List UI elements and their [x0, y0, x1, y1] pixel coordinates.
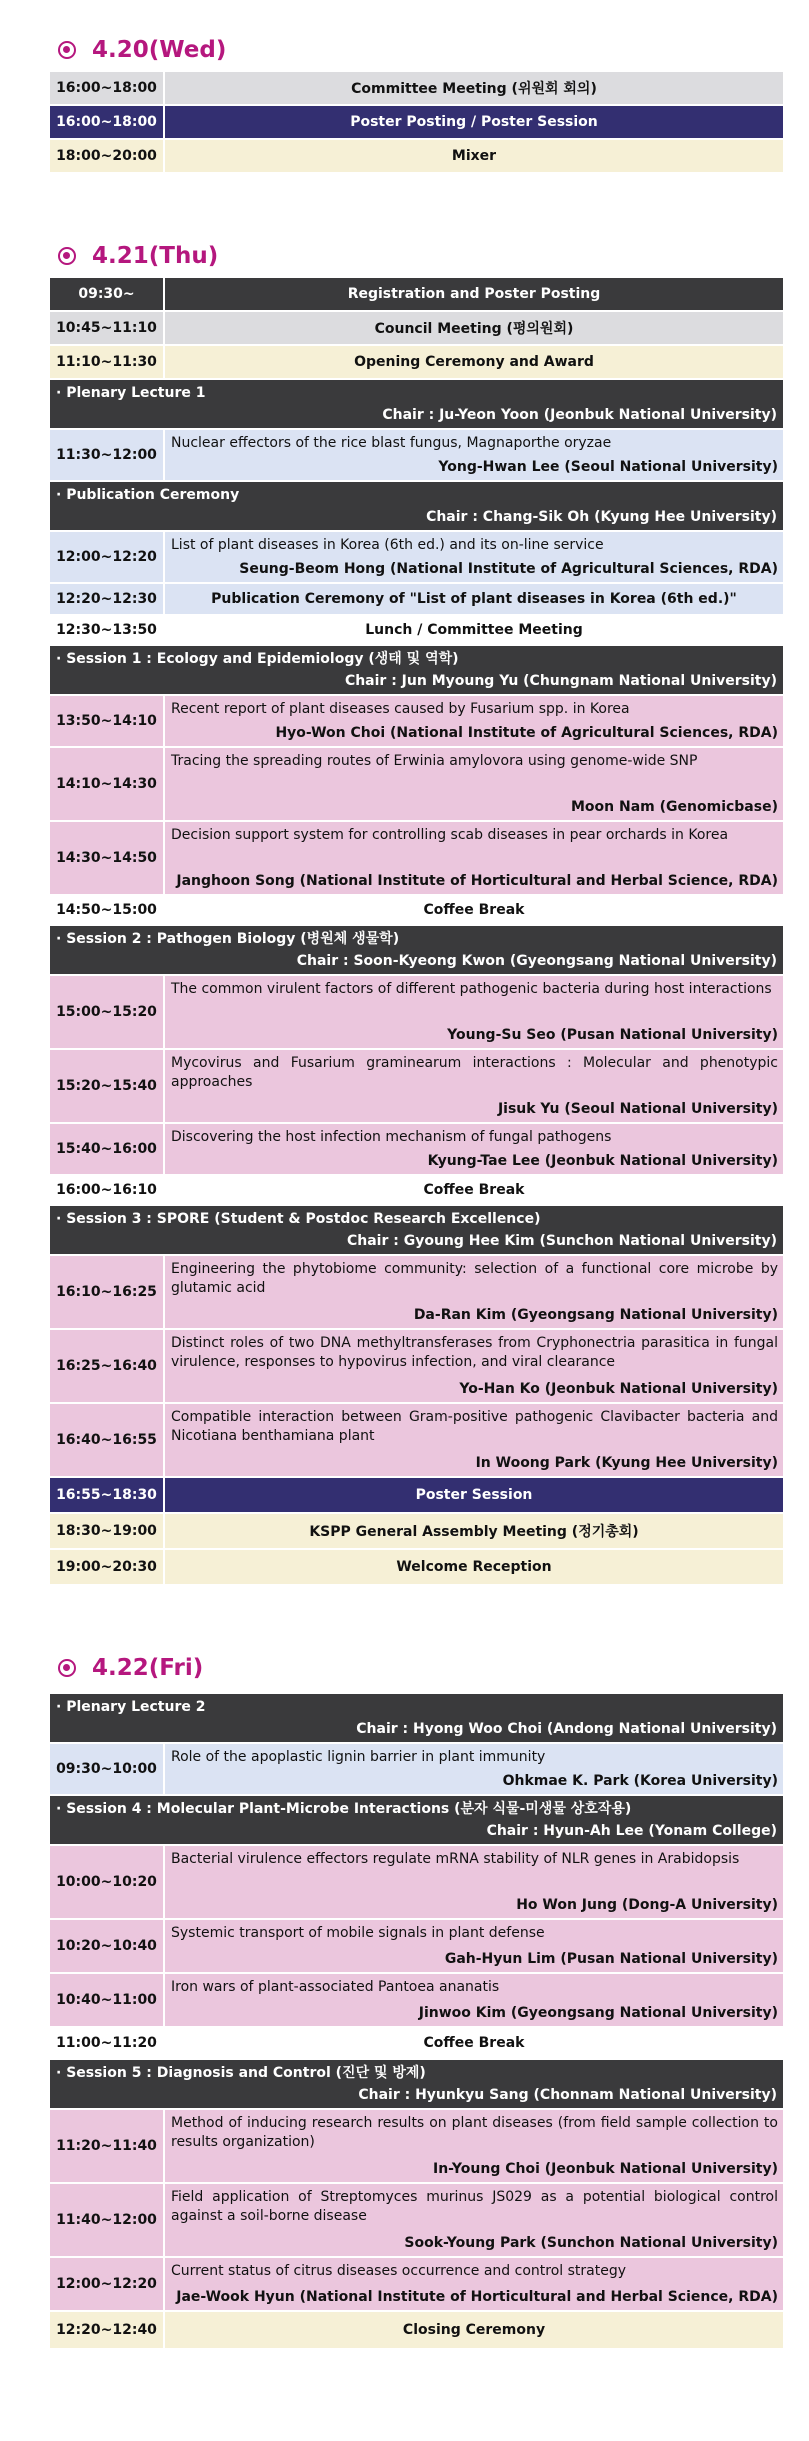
event-title: Welcome Reception [396, 1559, 552, 1575]
session-name: · Session 1 : Ecology and Epidemiology (생태 및 역학) [56, 651, 459, 667]
talk-row [50, 822, 783, 894]
talk-speaker: Jinwoo Kim (Gyeongsang National University) [418, 2005, 778, 2021]
event-title: Lunch / Committee Meeting [365, 622, 583, 638]
day-title: 4.21(Thu) [92, 243, 219, 269]
time-cell: 16:55~18:30 [50, 1478, 165, 1512]
time-cell: 16:00~18:00 [50, 106, 165, 138]
schedule-row [50, 106, 783, 138]
talk-speaker: Yong-Hwan Lee (Seoul National University) [438, 459, 778, 475]
talk-title: Nuclear effectors of the rice blast fungus, Magnaporthe oryzae [171, 435, 612, 451]
time-cell: 19:00~20:30 [50, 1550, 165, 1584]
event-title: Coffee Break [423, 1182, 525, 1198]
session-chair: Chair : Jun Myoung Yu (Chungnam National University) [344, 673, 777, 689]
event-title: KSPP General Assembly Meeting (정기총회) [309, 1524, 639, 1540]
schedule-row [50, 1478, 783, 1512]
target-bullet-icon [58, 247, 76, 265]
talk-speaker: Ho Won Jung (Dong-A University) [516, 1897, 778, 1913]
event-title: Council Meeting (평의원회) [374, 321, 574, 337]
time-cell: 15:00~15:20 [50, 976, 165, 1048]
talk-row [50, 1974, 783, 2026]
time-cell: 12:00~12:20 [50, 2258, 165, 2310]
talk-title: List of plant diseases in Korea (6th ed.) and its on-line service [171, 537, 604, 553]
talk-speaker: Ohkmae K. Park (Korea University) [502, 1773, 778, 1789]
time-cell: 16:40~16:55 [50, 1404, 165, 1476]
talk-row [50, 532, 783, 582]
schedule-row [50, 140, 783, 172]
schedule-row [50, 312, 783, 344]
session-name: · Session 4 : Molecular Plant-Microbe Interactions (분자 식물-미생물 상호작용) [56, 1801, 632, 1817]
talk-speaker: Yo-Han Ko (Jeonbuk National University) [459, 1381, 778, 1397]
talk-speaker: Young-Su Seo (Pusan National University) [447, 1027, 778, 1043]
event-title: Poster Session [415, 1487, 533, 1503]
talk-speaker: Seung-Beom Hong (National Institute of Agricultural Sciences, RDA) [239, 561, 778, 577]
schedule-row [50, 584, 783, 614]
time-cell: 12:00~12:20 [50, 532, 165, 582]
session-name: · Publication Ceremony [56, 487, 240, 503]
talk-title: Role of the apoplastic lignin barrier in plant immunity [171, 1749, 546, 1765]
time-cell: 14:30~14:50 [50, 822, 165, 894]
time-cell: 11:00~11:20 [50, 2028, 165, 2058]
time-cell: 11:10~11:30 [50, 346, 165, 378]
talk-title: Tracing the spreading routes of Erwinia amylovora using genome-wide SNP [171, 753, 698, 769]
talk-speaker: Jae-Wook Hyun (National Institute of Horticultural and Herbal Science, RDA) [176, 2289, 778, 2305]
talk-speaker: In Woong Park (Kyung Hee University) [475, 1455, 778, 1471]
session-name: · Session 5 : Diagnosis and Control (진단 및 방제) [56, 2065, 426, 2081]
time-cell: 16:00~16:10 [50, 1176, 165, 1204]
talk-speaker: Jisuk Yu (Seoul National University) [497, 1101, 778, 1117]
event-title: Closing Ceremony [402, 2322, 546, 2338]
event-title: Committee Meeting (위원회 회의) [351, 81, 597, 97]
session-header [50, 1206, 783, 1254]
time-cell: 16:00~18:00 [50, 72, 165, 104]
schedule-row [50, 1514, 783, 1548]
session-header [50, 482, 783, 530]
event-title: Coffee Break [423, 2035, 525, 2051]
event-title: Opening Ceremony and Award [354, 354, 594, 370]
target-bullet-icon [58, 1659, 76, 1677]
event-title: Mixer [451, 148, 497, 164]
talk-speaker: Kyung-Tae Lee (Jeonbuk National University) [427, 1153, 778, 1169]
talk-title: Mycovirus and Fusarium graminearum interactions : Molecular and phenotypic approaches [171, 1055, 778, 1090]
session-chair: Chair : Chang-Sik Oh (Kyung Hee University) [426, 509, 777, 525]
schedule-row [50, 616, 783, 644]
talk-title: Compatible interaction between Gram-positive pathogenic Clavibacter bacteria and Nicotiana benthamiana plant [171, 1409, 778, 1444]
talk-speaker: Moon Nam (Genomicbase) [571, 799, 778, 815]
talk-row [50, 1124, 783, 1174]
session-chair: Chair : Gyoung Hee Kim (Sunchon National University) [346, 1233, 777, 1249]
schedule-row [50, 2312, 783, 2348]
talk-title: Current status of citrus diseases occurrence and control strategy [171, 2263, 627, 2279]
session-header [50, 1796, 783, 1844]
schedule-row [50, 278, 783, 310]
schedule-row [50, 72, 783, 104]
talk-speaker: In-Young Choi (Jeonbuk National University) [433, 2161, 778, 2177]
time-cell: 10:20~10:40 [50, 1920, 165, 1972]
talk-title: Distinct roles of two DNA methyltransferases from Cryphonectria parasitica in fungal virulence, responses to hypovirus infection, and viral clearance [171, 1335, 778, 1370]
time-cell: 10:45~11:10 [50, 312, 165, 344]
time-cell: 11:30~12:00 [50, 430, 165, 480]
time-cell: 15:40~16:00 [50, 1124, 165, 1174]
day-title: 4.20(Wed) [92, 37, 227, 63]
time-cell: 18:30~19:00 [50, 1514, 165, 1548]
talk-row [50, 696, 783, 746]
time-cell: 09:30~ [50, 278, 165, 310]
talk-row [50, 430, 783, 480]
time-cell: 14:50~15:00 [50, 896, 165, 924]
talk-speaker: Gah-Hyun Lim (Pusan National University) [444, 1951, 778, 1967]
talk-row [50, 748, 783, 820]
talk-title: Recent report of plant diseases caused by Fusarium spp. in Korea [171, 701, 630, 717]
talk-title: Engineering the phytobiome community: selection of a functional core microbe by glutamic acid [171, 1261, 778, 1296]
session-chair: Chair : Hyunkyu Sang (Chonnam National University) [358, 2087, 777, 2103]
session-name: · Plenary Lecture 2 [56, 1699, 206, 1715]
session-chair: Chair : Soon-Kyeong Kwon (Gyeongsang National University) [296, 953, 777, 969]
time-cell: 09:30~10:00 [50, 1744, 165, 1794]
session-name: · Plenary Lecture 1 [56, 385, 206, 401]
talk-speaker: Da-Ran Kim (Gyeongsang National University) [413, 1307, 778, 1323]
talk-row [50, 1256, 783, 1328]
time-cell: 18:00~20:00 [50, 140, 165, 172]
talk-row [50, 2258, 783, 2310]
time-cell: 12:20~12:40 [50, 2312, 165, 2348]
time-cell: 14:10~14:30 [50, 748, 165, 820]
talk-speaker: Hyo-Won Choi (National Institute of Agricultural Sciences, RDA) [275, 725, 778, 741]
talk-title: Systemic transport of mobile signals in plant defense [171, 1925, 545, 1941]
schedule-row [50, 1550, 783, 1584]
day-header [58, 1650, 203, 1686]
time-cell: 11:40~12:00 [50, 2184, 165, 2256]
talk-title: Method of inducing research results on plant diseases (from field sample collection to results organization) [171, 2115, 778, 2150]
talk-title: Decision support system for controlling scab diseases in pear orchards in Korea [171, 827, 729, 843]
talk-speaker: Sook-Young Park (Sunchon National University) [404, 2235, 778, 2251]
session-chair: Chair : Ju-Yeon Yoon (Jeonbuk National University) [382, 407, 777, 423]
talk-title: Iron wars of plant-associated Pantoea ananatis [171, 1979, 500, 1995]
time-cell: 15:20~15:40 [50, 1050, 165, 1122]
day-header [58, 238, 218, 274]
day-title: 4.22(Fri) [92, 1655, 204, 1681]
talk-row [50, 2110, 783, 2182]
talk-row [50, 1920, 783, 1972]
event-title: Registration and Poster Posting [347, 286, 601, 302]
session-header [50, 646, 783, 694]
talk-title: Bacterial virulence effectors regulate mRNA stability of NLR genes in Arabidopsis [171, 1851, 740, 1867]
time-cell: 13:50~14:10 [50, 696, 165, 746]
session-header [50, 1694, 783, 1742]
talk-title: Field application of Streptomyces murinus JS029 as a potential biological control against a soil-borne disease [171, 2189, 778, 2224]
time-cell: 12:20~12:30 [50, 584, 165, 614]
talk-row [50, 1846, 783, 1918]
session-name: · Session 2 : Pathogen Biology (병원체 생물학) [56, 931, 400, 947]
event-title: Publication Ceremony of "List of plant diseases in Korea (6th ed.)" [211, 591, 737, 607]
event-title: Coffee Break [423, 902, 525, 918]
time-cell: 16:10~16:25 [50, 1256, 165, 1328]
talk-row [50, 1744, 783, 1794]
talk-row [50, 1050, 783, 1122]
time-cell: 10:00~10:20 [50, 1846, 165, 1918]
talk-row [50, 1404, 783, 1476]
time-cell: 10:40~11:00 [50, 1974, 165, 2026]
talk-row [50, 1330, 783, 1402]
schedule-row [50, 896, 783, 924]
time-cell: 12:30~13:50 [50, 616, 165, 644]
session-name: · Session 3 : SPORE (Student & Postdoc Research Excellence) [56, 1211, 541, 1227]
talk-row [50, 976, 783, 1048]
event-title: Poster Posting / Poster Session [350, 114, 598, 130]
schedule-row [50, 346, 783, 378]
time-cell: 11:20~11:40 [50, 2110, 165, 2182]
talk-speaker: Janghoon Song (National Institute of Horticultural and Herbal Science, RDA) [176, 873, 778, 889]
talk-title: Discovering the host infection mechanism of fungal pathogens [171, 1129, 612, 1145]
session-chair: Chair : Hyun-Ah Lee (Yonam College) [486, 1823, 777, 1839]
time-cell: 16:25~16:40 [50, 1330, 165, 1402]
session-header [50, 380, 783, 428]
schedule-row [50, 2028, 783, 2058]
session-header [50, 926, 783, 974]
talk-row [50, 2184, 783, 2256]
day-header [58, 32, 226, 68]
talk-title: The common virulent factors of different pathogenic bacteria during host interactions [171, 981, 772, 997]
schedule-row [50, 1176, 783, 1204]
session-header [50, 2060, 783, 2108]
target-bullet-icon [58, 41, 76, 59]
session-chair: Chair : Hyong Woo Choi (Andong National University) [356, 1721, 777, 1737]
